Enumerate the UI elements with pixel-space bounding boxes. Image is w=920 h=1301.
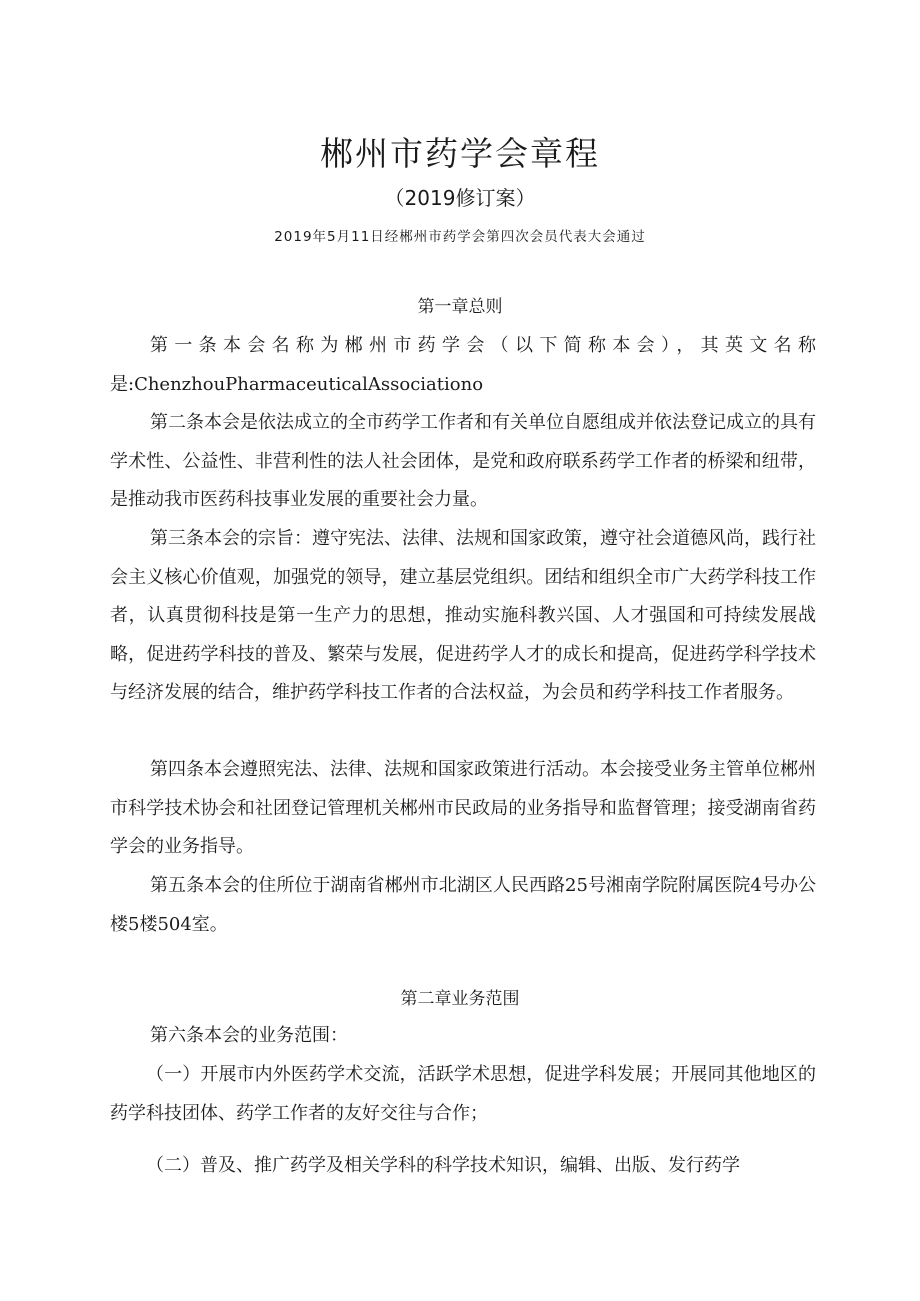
chapter-heading: 第一章总则 xyxy=(417,297,503,317)
chapter-heading: 第二章业务范围 xyxy=(400,989,520,1009)
document-title: 郴州市药学会章程 xyxy=(320,134,600,173)
article-paragraph: 第四条本会遵照宪法、法律、法规和国家政策进行活动。本会接受业务主管单位郴州市科学技术协会和社团登记管理机关郴州市民政局的业务指导和监督管理；接受湖南省药学会的业务指导。 xyxy=(110,759,816,857)
article-paragraph: （二）普及、推广药学及相关学科的科学技术知识，编辑、出版、发行药学 xyxy=(146,1155,740,1176)
adoption-note: 2019年5月11日经郴州市药学会第四次会员代表大会通过 xyxy=(274,229,646,245)
article-paragraph: 第一条本会名称为郴州市药学会（以下简称本会），其英文名称是:ChenzhouPharmaceuticalAssociationo xyxy=(110,335,816,395)
article-paragraph: 第二条本会是依法成立的全市药学工作者和有关单位自愿组成并依法登记成立的具有学术性、公益性、非营利性的法人社会团体，是党和政府联系药学工作者的桥梁和纽带，是推动我市医药科技事业发展的重要社会力量。 xyxy=(110,412,816,510)
article-paragraph: 第三条本会的宗旨：遵守宪法、法律、法规和国家政策，遵守社会道德风尚，践行社会主义核心价值观，加强党的领导，建立基层党组织。团结和组织全市广大药学科技工作者，认真贯彻科技是第一生产力的思想，推动实施科教兴国、人才强国和可持续发展战略，促进药学科技的普及、繁荣与发展，促进药学人才的成长和提高，促进药学科学技术与经济发展的结合，维护药学科技工作者的合法权益，为会员和药学科技工作者服务。 xyxy=(110,528,816,703)
document-subtitle: （2019修订案） xyxy=(384,186,536,210)
article-paragraph: 第六条本会的业务范围： xyxy=(150,1025,348,1046)
article-paragraph: （一）开展市内外医药学术交流，活跃学术思想，促进学科发展；开展同其他地区的药学科技团体、药学工作者的友好交往与合作； xyxy=(110,1064,816,1124)
article-paragraph: 第五条本会的住所位于湖南省郴州市北湖区人民西路25号湘南学院附属医院4号办公楼5楼504室。 xyxy=(110,875,816,935)
